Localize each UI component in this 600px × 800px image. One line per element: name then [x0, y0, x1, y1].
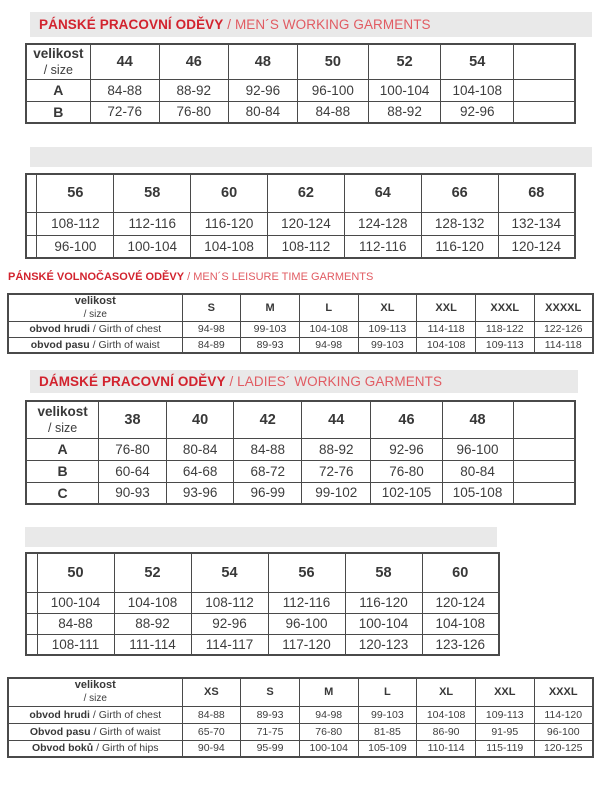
value-cell: 116-120: [421, 235, 498, 258]
table-row: [8, 723, 593, 740]
value-cell: 93-96: [166, 482, 234, 504]
value-cell: 105-108: [442, 482, 513, 504]
value-cell: 80-84: [442, 460, 513, 482]
size-header-cell: 68: [498, 174, 575, 212]
value-cell: 99-103: [358, 337, 417, 353]
value-cell: 104-108: [422, 613, 499, 634]
size-header-cell: S: [182, 294, 241, 321]
value-cell: 109-113: [475, 706, 534, 723]
value-cell: 89-93: [241, 706, 300, 723]
size-header-cell: 54: [441, 44, 514, 79]
row-label-cz: obvod pasu: [30, 339, 90, 351]
size-header-cell: 48: [442, 401, 513, 438]
value-cell: 84-88: [234, 438, 302, 460]
table-ladies-working-sizes-38-48: [25, 400, 576, 518]
corner-line-cz: velikost: [33, 45, 84, 61]
corner-line-cz: velikost: [74, 295, 116, 307]
value-cell: 100-104: [345, 613, 422, 634]
table-mens-working-sizes-44-54: [25, 43, 576, 138]
size-header-cell: XXXXL: [534, 294, 593, 321]
size-header-cell: XL: [417, 678, 476, 706]
value-cell: 99-103: [241, 321, 300, 337]
size-header-cell: XXL: [417, 294, 476, 321]
size-header-cell: 66: [421, 174, 498, 212]
table-row: [26, 482, 575, 504]
row-label-cell: [8, 337, 182, 353]
clipped-edge-cell: [26, 592, 37, 613]
size-header-cell: 60: [422, 553, 499, 592]
corner-line-cz: velikost: [74, 679, 116, 692]
header-row: [26, 401, 575, 438]
value-cell: 88-92: [302, 438, 371, 460]
size-header-cell: L: [358, 678, 417, 706]
size-header-cell: 52: [114, 553, 191, 592]
value-cell: 120-123: [345, 634, 422, 655]
header-row: [26, 553, 499, 592]
value-cell: 105-109: [358, 740, 417, 757]
value-cell: 71-75: [241, 723, 300, 740]
size-header-cell: L: [299, 294, 358, 321]
clipped-edge-cell: [513, 438, 575, 460]
value-cell: 99-102: [302, 482, 371, 504]
value-cell: 84-88: [182, 706, 241, 723]
value-cell: 96-100: [37, 235, 114, 258]
value-cell: 116-120: [191, 212, 268, 235]
size-header-cell: 46: [371, 401, 442, 438]
value-cell: 76-80: [99, 438, 167, 460]
table-mens-working-sizes-56-68: [25, 173, 576, 273]
size-header-cell: 60: [191, 174, 268, 212]
table-row: [8, 321, 593, 337]
size-header-cell: XXXL: [475, 294, 534, 321]
row-label-en: / Girth of waist: [93, 725, 161, 738]
value-cell: 117-120: [268, 634, 345, 655]
value-cell: 86-90: [417, 723, 476, 740]
value-cell: 96-100: [268, 613, 345, 634]
corner-cell: [26, 401, 99, 438]
row-label-cz: obvod hrudi: [29, 708, 90, 721]
size-header-cell: 50: [297, 44, 368, 79]
title-band-mens-working: [30, 12, 592, 37]
value-cell: 92-96: [371, 438, 442, 460]
value-cell: 116-120: [345, 592, 422, 613]
table-row: [8, 706, 593, 723]
value-cell: 72-76: [90, 101, 159, 123]
value-cell: 94-98: [182, 321, 241, 337]
value-cell: 92-96: [191, 613, 268, 634]
table-row: [26, 592, 499, 613]
value-cell: 124-128: [344, 212, 421, 235]
value-cell: 128-132: [421, 212, 498, 235]
title-cz: PÁNSKÉ PRACOVNÍ ODĚVY: [39, 17, 224, 32]
size-header-cell: XS: [182, 678, 241, 706]
corner-line-en: / size: [48, 420, 78, 435]
table-row: [26, 101, 575, 123]
row-label-cell: [8, 706, 182, 723]
size-header-cell: M: [241, 294, 300, 321]
value-cell: 94-98: [299, 337, 358, 353]
table-row: [26, 212, 575, 235]
value-cell: 84-88: [37, 613, 114, 634]
corner-cell: [8, 294, 182, 321]
value-cell: 115-119: [475, 740, 534, 757]
value-cell: 104-108: [441, 79, 514, 101]
size-header-cell: 64: [344, 174, 421, 212]
size-header-cell: 46: [159, 44, 228, 79]
value-cell: 109-113: [358, 321, 417, 337]
value-cell: 81-85: [358, 723, 417, 740]
value-cell: 90-93: [99, 482, 167, 504]
clipped-edge-cell: [514, 44, 575, 79]
size-header-cell: XL: [358, 294, 417, 321]
header-row: [8, 678, 593, 706]
value-cell: 89-93: [241, 337, 300, 353]
value-cell: 68-72: [234, 460, 302, 482]
size-header-cell: 62: [268, 174, 345, 212]
value-cell: 104-108: [417, 337, 476, 353]
header-row: [26, 44, 575, 79]
table-row: [26, 235, 575, 258]
title-band-ladies-working: [30, 370, 578, 393]
value-cell: 104-108: [114, 592, 191, 613]
value-cell: 96-100: [442, 438, 513, 460]
size-header-cell: 50: [37, 553, 114, 592]
title-en: / MEN´S WORKING GARMENTS: [227, 17, 431, 32]
clipped-edge-cell: [26, 634, 37, 655]
value-cell: 120-124: [422, 592, 499, 613]
row-label-cell: C: [26, 482, 99, 504]
title-mens-working: [30, 17, 431, 32]
value-cell: 65-70: [182, 723, 241, 740]
clipped-edge-cell: [26, 174, 37, 212]
spacer-band-mens-working: [30, 147, 592, 167]
row-label-cell: B: [26, 101, 90, 123]
data-table: [7, 677, 594, 758]
size-header-cell: XXL: [475, 678, 534, 706]
size-header-cell: 56: [268, 553, 345, 592]
table-row: [26, 438, 575, 460]
value-cell: 114-117: [191, 634, 268, 655]
table-ladies-measurements: [7, 677, 597, 769]
value-cell: 100-104: [368, 79, 441, 101]
title-en: / MEN´S LEISURE TIME GARMENTS: [187, 271, 374, 283]
value-cell: 122-126: [534, 321, 593, 337]
value-cell: 88-92: [368, 101, 441, 123]
row-label-cell: B: [26, 460, 99, 482]
size-header-cell: 40: [166, 401, 234, 438]
size-header-cell: 56: [37, 174, 114, 212]
value-cell: 123-126: [422, 634, 499, 655]
size-header-cell: 58: [114, 174, 191, 212]
value-cell: 104-108: [299, 321, 358, 337]
corner-line-en: / size: [83, 693, 107, 705]
header-row: [8, 294, 593, 321]
corner-cell: [8, 678, 182, 706]
data-table: [7, 293, 594, 354]
corner-cell: [26, 44, 90, 79]
value-cell: 118-122: [475, 321, 534, 337]
value-cell: 110-114: [417, 740, 476, 757]
table-row: [26, 79, 575, 101]
data-table: [25, 400, 576, 505]
size-header-cell: 52: [368, 44, 441, 79]
corner-line-en: / size: [83, 308, 107, 320]
row-label-en: / Girth of hips: [96, 742, 159, 755]
value-cell: 108-111: [37, 634, 114, 655]
title-ladies-working: [30, 374, 442, 389]
spacer-band-ladies-working: [25, 527, 497, 547]
clipped-edge-cell: [513, 401, 575, 438]
title-cz: DÁMSKÉ PRACOVNÍ ODĚVY: [39, 374, 226, 389]
value-cell: 94-98: [299, 706, 358, 723]
value-cell: 80-84: [166, 438, 234, 460]
value-cell: 72-76: [302, 460, 371, 482]
clipped-edge-cell: [513, 482, 575, 504]
size-header-cell: 48: [228, 44, 297, 79]
size-header-cell: 58: [345, 553, 422, 592]
value-cell: 108-112: [191, 592, 268, 613]
clipped-edge-cell: [26, 212, 37, 235]
value-cell: 96-99: [234, 482, 302, 504]
value-cell: 88-92: [159, 79, 228, 101]
value-cell: 100-104: [114, 235, 191, 258]
row-label-cell: [8, 321, 182, 337]
value-cell: 114-120: [534, 706, 593, 723]
table-row: [8, 337, 593, 353]
clipped-edge-cell: [26, 613, 37, 634]
size-header-cell: 44: [90, 44, 159, 79]
value-cell: 96-100: [534, 723, 593, 740]
value-cell: 120-124: [498, 235, 575, 258]
value-cell: 112-116: [344, 235, 421, 258]
value-cell: 92-96: [441, 101, 514, 123]
value-cell: 80-84: [228, 101, 297, 123]
value-cell: 96-100: [297, 79, 368, 101]
clipped-edge-cell: [514, 101, 575, 123]
data-table: [25, 552, 500, 656]
value-cell: 88-92: [114, 613, 191, 634]
row-label-cell: [8, 723, 182, 740]
data-table: [25, 173, 576, 259]
value-cell: 76-80: [299, 723, 358, 740]
row-label-cell: [8, 740, 182, 757]
value-cell: 102-105: [371, 482, 442, 504]
title-en: / LADIES´ WORKING GARMENTS: [229, 374, 443, 389]
value-cell: 132-134: [498, 212, 575, 235]
clipped-edge-cell: [514, 79, 575, 101]
row-label-cz: Obvod pasu: [29, 725, 91, 738]
value-cell: 76-80: [159, 101, 228, 123]
size-header-cell: 42: [234, 401, 302, 438]
size-header-cell: 44: [302, 401, 371, 438]
table-row: [26, 634, 499, 655]
row-label-en: / Girth of chest: [92, 323, 162, 336]
value-cell: 76-80: [371, 460, 442, 482]
value-cell: 99-103: [358, 706, 417, 723]
value-cell: 84-89: [182, 337, 241, 353]
size-header-cell: M: [299, 678, 358, 706]
value-cell: 104-108: [417, 706, 476, 723]
table-row: [26, 613, 499, 634]
row-label-en: / Girth of waist: [92, 339, 160, 351]
value-cell: 60-64: [99, 460, 167, 482]
size-header-cell: 54: [191, 553, 268, 592]
value-cell: 91-95: [475, 723, 534, 740]
value-cell: 112-116: [268, 592, 345, 613]
clipped-edge-cell: [26, 235, 37, 258]
row-label-en: / Girth of chest: [92, 708, 162, 721]
size-header-cell: XXXL: [534, 678, 593, 706]
row-label-cz: Obvod boků: [31, 742, 94, 755]
value-cell: 120-124: [268, 212, 345, 235]
size-header-cell: S: [241, 678, 300, 706]
value-cell: 114-118: [417, 321, 476, 337]
row-label-cell: A: [26, 79, 90, 101]
value-cell: 104-108: [191, 235, 268, 258]
value-cell: 84-88: [90, 79, 159, 101]
corner-line-cz: velikost: [37, 403, 88, 419]
header-row: [26, 174, 575, 212]
value-cell: 64-68: [166, 460, 234, 482]
value-cell: 95-99: [241, 740, 300, 757]
corner-line-en: / size: [43, 62, 73, 77]
value-cell: 120-125: [534, 740, 593, 757]
value-cell: 112-116: [114, 212, 191, 235]
clipped-edge-cell: [26, 553, 37, 592]
table-row: [26, 460, 575, 482]
row-label-cz: obvod hrudi: [29, 323, 90, 336]
data-table: [25, 43, 576, 124]
value-cell: 108-112: [268, 235, 345, 258]
title-mens-leisure: [8, 271, 373, 283]
row-label-cell: A: [26, 438, 99, 460]
value-cell: 109-113: [475, 337, 534, 353]
value-cell: 92-96: [228, 79, 297, 101]
value-cell: 90-94: [182, 740, 241, 757]
value-cell: 111-114: [114, 634, 191, 655]
clipped-edge-cell: [513, 460, 575, 482]
value-cell: 84-88: [297, 101, 368, 123]
value-cell: 100-104: [299, 740, 358, 757]
size-header-cell: 38: [99, 401, 167, 438]
value-cell: 114-118: [534, 337, 593, 353]
table-mens-leisure-sizes: [7, 293, 597, 365]
table-ladies-working-sizes-50-60: [25, 552, 503, 670]
table-row: [8, 740, 593, 757]
value-cell: 108-112: [37, 212, 114, 235]
value-cell: 100-104: [37, 592, 114, 613]
title-cz: PÁNSKÉ VOLNOČASOVÉ ODĚVY: [8, 271, 185, 283]
